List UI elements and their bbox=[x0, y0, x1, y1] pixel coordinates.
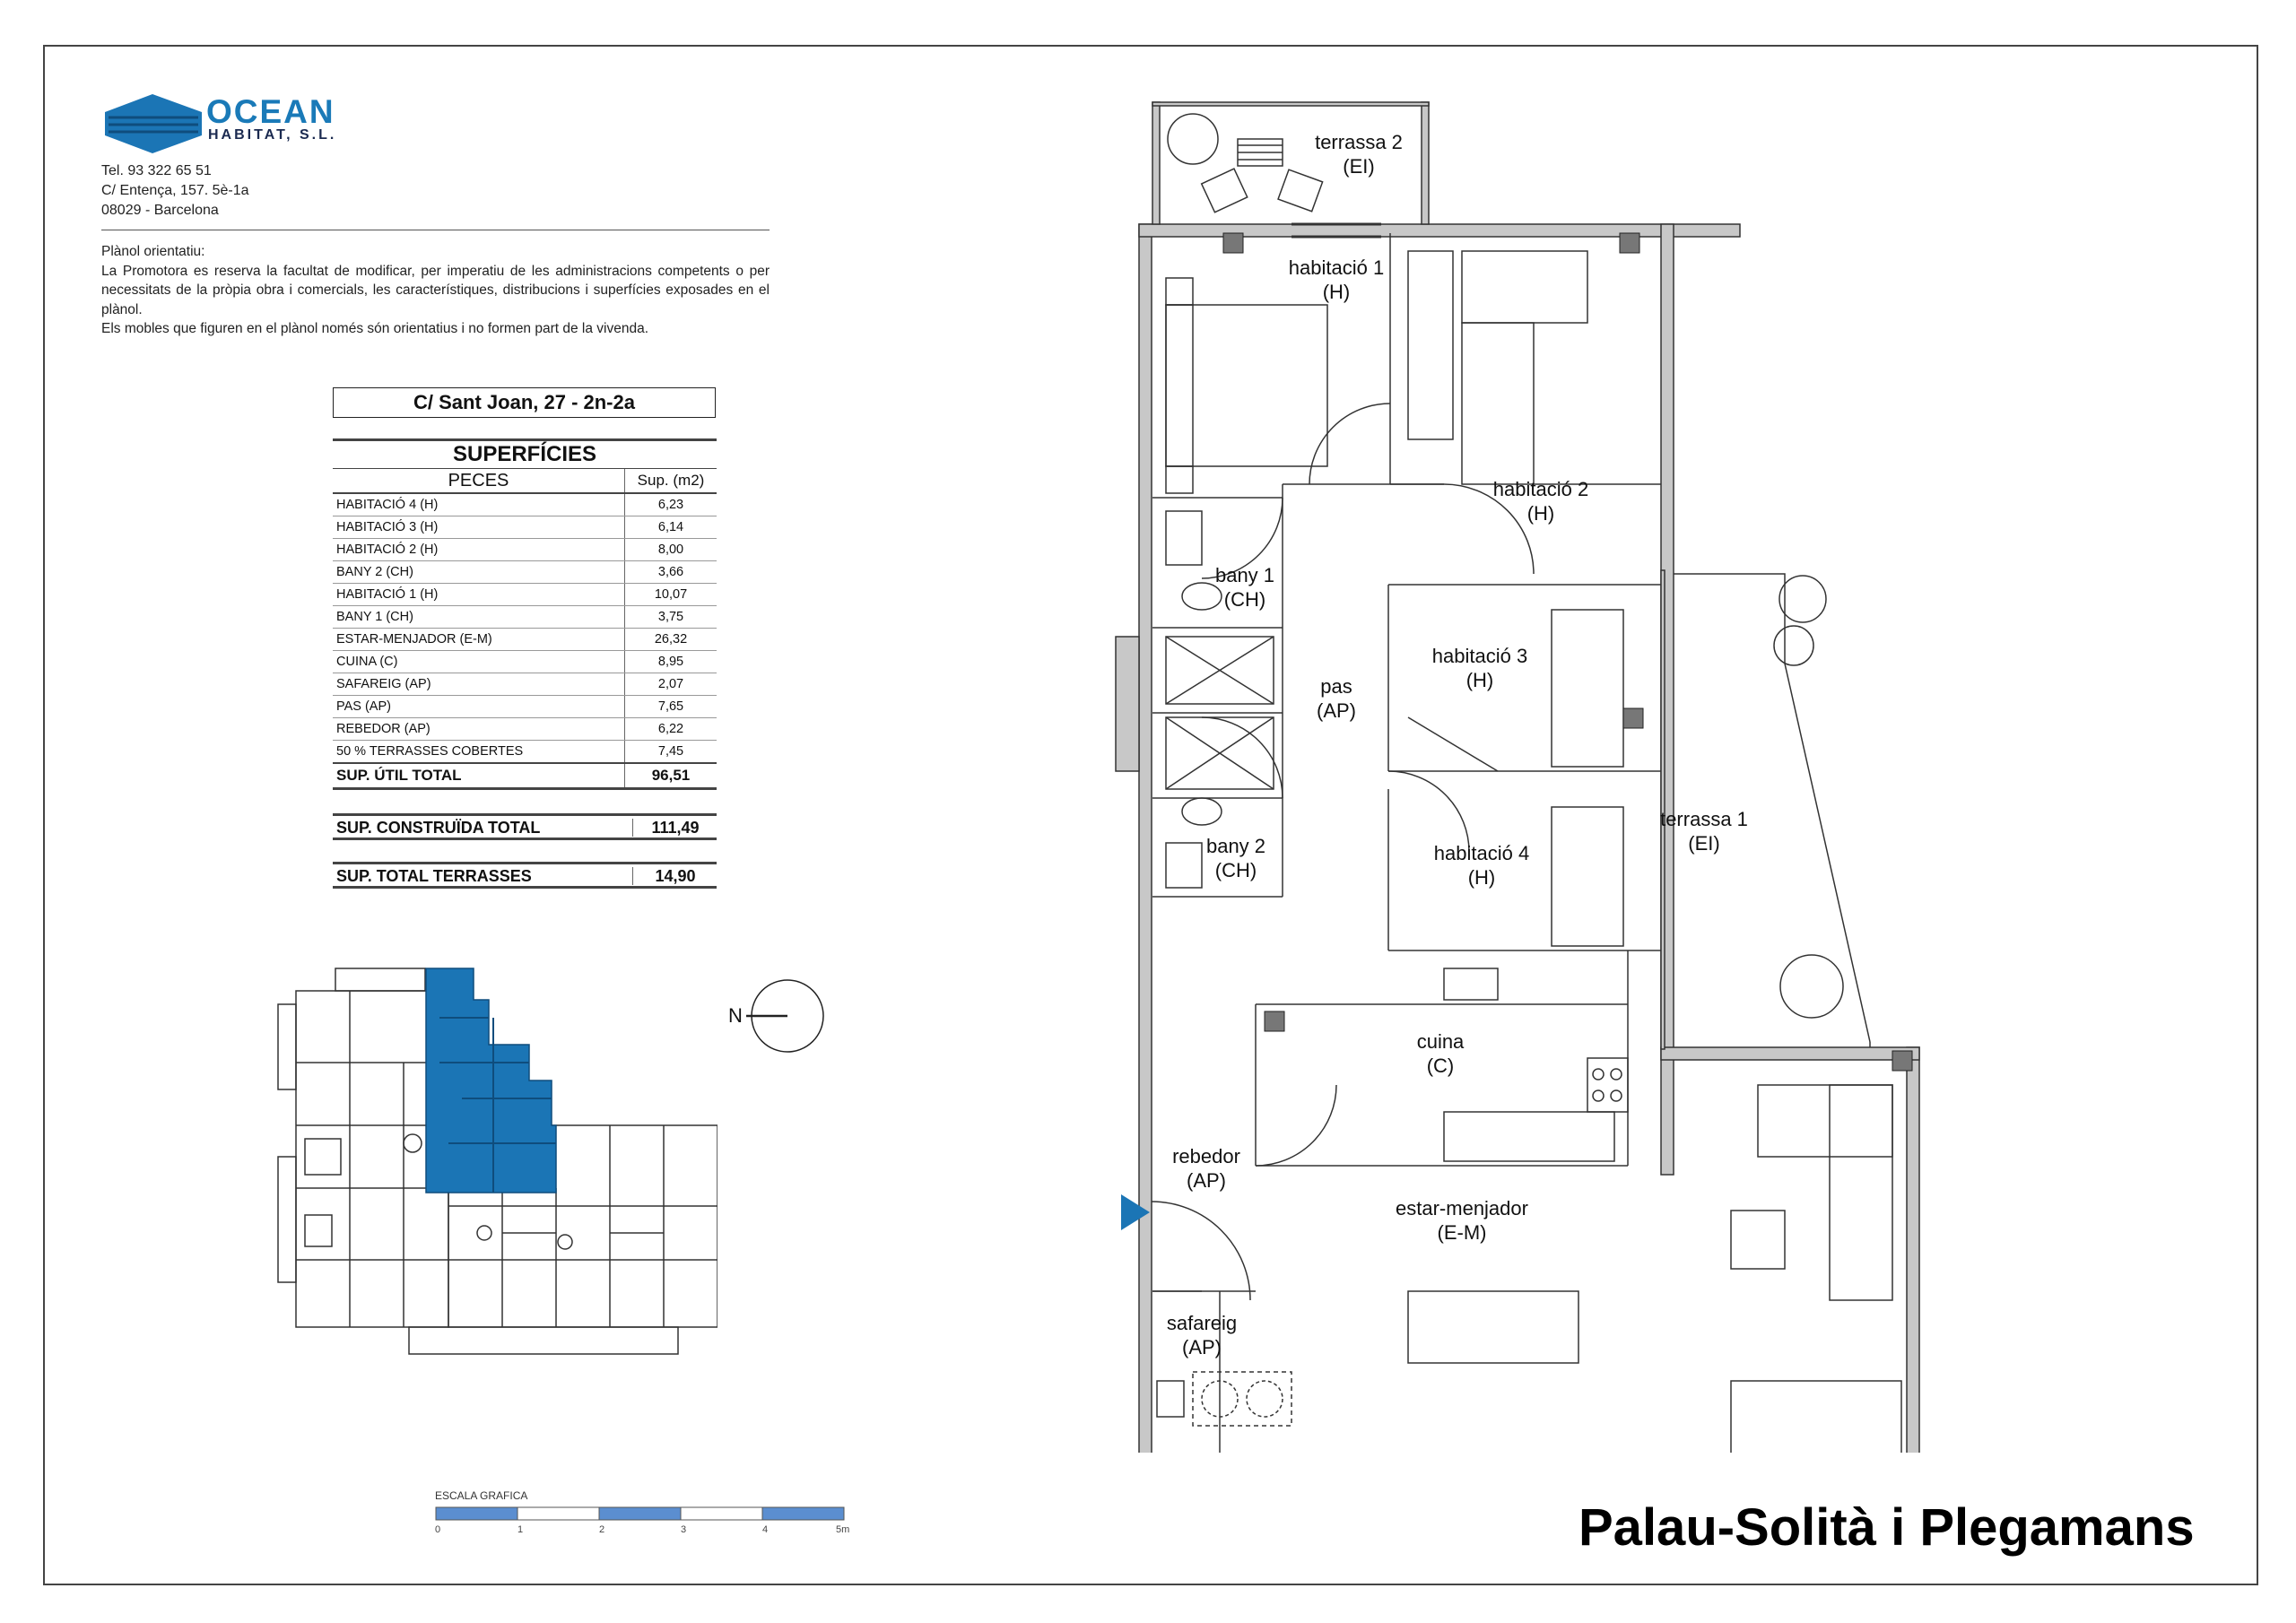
surface-room-value: 8,95 bbox=[625, 651, 718, 673]
surface-room-name: REBEDOR (AP) bbox=[333, 718, 625, 741]
scale-tick-label: 4 bbox=[762, 1524, 769, 1535]
room-name: safareig bbox=[1166, 1312, 1238, 1334]
surface-room-name: 50 % TERRASSES COBERTES bbox=[333, 741, 625, 764]
surface-row bbox=[333, 741, 717, 764]
total-useful-row bbox=[333, 763, 717, 789]
surface-row bbox=[333, 584, 717, 606]
room-label-bany1 bbox=[1164, 563, 1326, 612]
total-built-value: 111,49 bbox=[632, 819, 718, 837]
room-name: bany 1 bbox=[1214, 564, 1275, 586]
surface-row bbox=[333, 606, 717, 629]
surface-room-name: SAFAREIG (AP) bbox=[333, 673, 625, 696]
scale-label: ESCALA GRAFICA bbox=[435, 1489, 528, 1502]
room-name: terrassa 1 bbox=[1660, 808, 1748, 830]
company-street: C/ Entença, 157. 5è-1a bbox=[101, 183, 249, 198]
surface-row bbox=[333, 629, 717, 651]
room-code: (H) bbox=[1467, 866, 1496, 889]
surface-row bbox=[333, 651, 717, 673]
surface-room-name: HABITACIÓ 2 (H) bbox=[333, 539, 625, 561]
surface-room-name: ESTAR-MENJADOR (E-M) bbox=[333, 629, 625, 651]
scale-tick-label: 2 bbox=[599, 1524, 605, 1535]
surface-room-value: 8,00 bbox=[625, 539, 718, 561]
room-name: terrassa 2 bbox=[1315, 131, 1403, 153]
room-name: habitació 2 bbox=[1492, 478, 1589, 500]
surface-room-value: 3,66 bbox=[625, 561, 718, 584]
surfaces-title: SUPERFÍCIES bbox=[333, 440, 717, 469]
total-built-label: SUP. CONSTRUÏDA TOTAL bbox=[336, 819, 541, 837]
surface-room-value: 26,32 bbox=[625, 629, 718, 651]
surface-row bbox=[333, 561, 717, 584]
surface-room-name: HABITACIÓ 3 (H) bbox=[333, 516, 625, 539]
room-name: rebedor bbox=[1172, 1145, 1240, 1167]
room-code: (E-M) bbox=[1437, 1221, 1487, 1244]
room-label-rebedor bbox=[1126, 1144, 1287, 1193]
scale-tick-label: 3 bbox=[681, 1524, 687, 1535]
room-label-bany2 bbox=[1155, 834, 1317, 882]
surface-row bbox=[333, 673, 717, 696]
scale-tick-label: 0 bbox=[435, 1524, 441, 1535]
company-contact bbox=[101, 161, 249, 221]
room-code: (EI) bbox=[1343, 155, 1375, 178]
room-code: (H) bbox=[1465, 669, 1494, 691]
graphic-scale-bar bbox=[435, 1506, 848, 1524]
room-label-habitacio1 bbox=[1256, 256, 1417, 304]
room-name: habitació 4 bbox=[1433, 842, 1530, 864]
note-title: Plànol orientatiu: bbox=[101, 244, 205, 259]
room-name: cuina bbox=[1416, 1030, 1465, 1053]
room-label-safareig bbox=[1121, 1311, 1283, 1359]
surface-row bbox=[333, 696, 717, 718]
city-title: Palau-Solità i Plegamans bbox=[1578, 1498, 2195, 1557]
room-code: (AP) bbox=[1182, 1336, 1222, 1358]
surface-row bbox=[333, 718, 717, 741]
surface-room-value: 2,07 bbox=[625, 673, 718, 696]
surface-room-name: HABITACIÓ 4 (H) bbox=[333, 493, 625, 516]
surfaces-table bbox=[333, 438, 717, 790]
room-name: estar-menjador bbox=[1396, 1197, 1528, 1219]
room-label-terrassa2 bbox=[1278, 130, 1439, 178]
room-label-estar bbox=[1381, 1196, 1543, 1245]
note-paragraph-2: Els mobles que figuren en el plànol només són orientatius i no formen part de la vivenda. bbox=[101, 321, 649, 336]
surface-room-name: BANY 1 (CH) bbox=[333, 606, 625, 629]
room-code: (CH) bbox=[1223, 588, 1266, 611]
total-terraces-row bbox=[333, 862, 717, 889]
scale-tick-label: 5m bbox=[836, 1524, 850, 1535]
room-code: (AP) bbox=[1187, 1169, 1226, 1192]
company-phone: Tel. 93 322 65 51 bbox=[101, 163, 212, 178]
surface-room-name: PAS (AP) bbox=[333, 696, 625, 718]
room-name: pas bbox=[1320, 675, 1352, 698]
compass-north-label: N bbox=[728, 1004, 743, 1027]
surface-row bbox=[333, 493, 717, 516]
surface-room-value: 6,14 bbox=[625, 516, 718, 539]
col-header-area: Sup. (m2) bbox=[625, 469, 718, 494]
surface-room-value: 6,23 bbox=[625, 493, 718, 516]
floor-plan bbox=[1103, 90, 1946, 1453]
col-header-rooms: PECES bbox=[333, 469, 625, 494]
note-paragraph-1: La Promotora es reserva la facultat de modificar, per imperatiu de les administracions competents o per necessitats de la pròpia obra i comercials, les característiques, distribucions i superfícies exposades en el plànol. bbox=[101, 263, 770, 317]
surface-room-value: 7,65 bbox=[625, 696, 718, 718]
room-label-habitacio2 bbox=[1460, 477, 1622, 525]
building-key-plan bbox=[269, 964, 718, 1358]
property-address: C/ Sant Joan, 27 - 2n-2a bbox=[333, 387, 716, 418]
total-useful-label: SUP. ÚTIL TOTAL bbox=[333, 763, 625, 789]
room-label-habitacio3 bbox=[1399, 644, 1561, 692]
surface-room-name: HABITACIÓ 1 (H) bbox=[333, 584, 625, 606]
room-code: (C) bbox=[1426, 1055, 1455, 1077]
room-label-terrassa1 bbox=[1623, 807, 1785, 855]
room-code: (H) bbox=[1526, 502, 1555, 525]
total-useful-value: 96,51 bbox=[625, 763, 718, 789]
room-label-pas bbox=[1256, 674, 1417, 723]
company-name: OCEAN bbox=[206, 93, 335, 130]
total-terraces-label: SUP. TOTAL TERRASSES bbox=[336, 867, 532, 885]
room-name: habitació 1 bbox=[1288, 256, 1385, 279]
surface-room-value: 6,22 bbox=[625, 718, 718, 741]
room-code: (EI) bbox=[1688, 832, 1720, 855]
surface-row bbox=[333, 516, 717, 539]
room-name: bany 2 bbox=[1205, 835, 1266, 857]
room-label-habitacio4 bbox=[1401, 841, 1562, 890]
surface-room-value: 10,07 bbox=[625, 584, 718, 606]
company-city: 08029 - Barcelona bbox=[101, 203, 219, 218]
room-code: (CH) bbox=[1214, 859, 1257, 881]
room-code: (H) bbox=[1322, 281, 1351, 303]
surface-row bbox=[333, 539, 717, 561]
room-label-cuina bbox=[1360, 1029, 1521, 1078]
scale-tick-label: 1 bbox=[517, 1524, 524, 1535]
room-name: habitació 3 bbox=[1431, 645, 1528, 667]
room-code: (AP) bbox=[1317, 699, 1356, 722]
surface-room-value: 7,45 bbox=[625, 741, 718, 764]
surface-room-name: BANY 2 (CH) bbox=[333, 561, 625, 584]
surface-room-name: CUINA (C) bbox=[333, 651, 625, 673]
total-built-row bbox=[333, 813, 717, 840]
total-terraces-value: 14,90 bbox=[632, 867, 718, 885]
surface-room-value: 3,75 bbox=[625, 606, 718, 629]
disclaimer-note bbox=[101, 242, 770, 339]
company-subtitle: HABITAT, S.L. bbox=[208, 127, 337, 143]
